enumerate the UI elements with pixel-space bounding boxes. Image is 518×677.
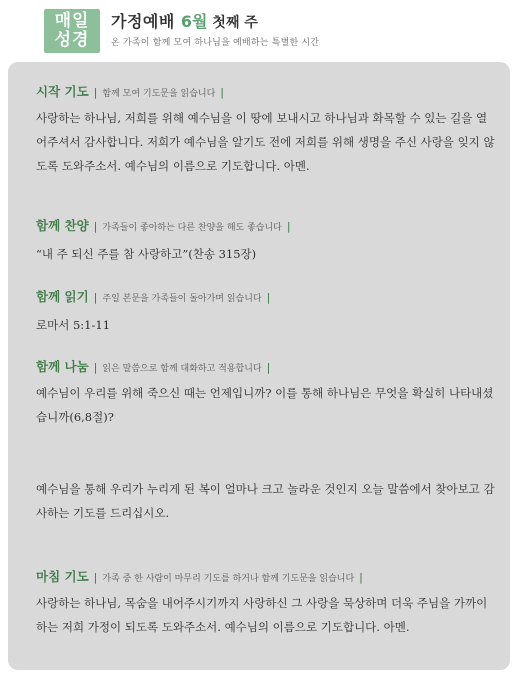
divider: | — [93, 291, 98, 304]
title-week: 첫째 주 — [212, 15, 258, 31]
section-header — [36, 567, 506, 585]
section-note: 함께 모여 기도문을 읽습니다 — [102, 89, 216, 99]
question-2: 예수님을 통해 우리가 누리게 된 복이 얼마나 크고 놀라운 것인지 오늘 말씀에서 찾아보고 감사하는 기도를 드리십시오. — [36, 482, 495, 520]
daily-bible-logo — [44, 9, 100, 53]
divider: | — [93, 86, 98, 99]
section-title: 함께 나눔 — [36, 359, 89, 374]
divider: | — [266, 291, 271, 304]
section-opening-prayer — [36, 82, 506, 178]
section-title: 마침 기도 — [36, 569, 89, 584]
question-1: 예수님이 우리를 위해 죽으신 때는 언제입니까? 이를 통해 하나님은 무엇을 확실히 나타내셨습니까(6,8절)? — [36, 386, 494, 424]
section-header — [36, 357, 506, 375]
divider: | — [220, 86, 225, 99]
section-title: 함께 찬양 — [36, 218, 89, 233]
section-header — [36, 216, 506, 234]
page-title: 가정예배 — [111, 12, 175, 31]
section-title: 함께 읽기 — [36, 289, 89, 304]
section-body: 사랑하는 하나님, 목숨을 내어주시기까지 사랑하신 그 사랑을 묵상하며 더욱 주님을 가까이하는 저희 가정이 되도록 도와주소서. 예수님의 이름으로 기도합니다. 아멘. — [36, 596, 488, 634]
divider: | — [93, 571, 98, 584]
logo-line-1: 매일 — [54, 11, 90, 31]
section-note: 주일 본문을 가족들이 돌아가며 읽습니다 — [102, 294, 262, 304]
section-note: 가족 중 한 사람이 마무리 기도를 하거나 함께 기도문을 읽습니다 — [102, 574, 355, 584]
title-month: 6월 — [180, 12, 208, 31]
section-header — [36, 287, 506, 305]
section-body: 로마서 5:1-11 — [36, 318, 111, 332]
section-sharing — [36, 357, 506, 525]
section-body: 사랑하는 하나님, 저희를 위해 예수님을 이 땅에 보내시고 하나님과 화목할 수 있는 길을 열어주셔서 감사합니다. 저희가 예수님을 알기도 전에 저희를 위해 생명을 주신 사랑을 잊지 않도록 도와주소서. 예수님의 이름으로 기도합니다. 아멘. — [36, 111, 495, 173]
section-body: “내 주 되신 주를 참 사랑하고”(찬송 315장) — [36, 247, 257, 261]
section-title: 시작 기도 — [36, 84, 89, 99]
page-title-row — [111, 9, 258, 31]
section-header — [36, 82, 506, 100]
section-closing-prayer — [36, 567, 506, 639]
divider: | — [93, 361, 98, 374]
divider: | — [93, 220, 98, 233]
page-header — [0, 0, 518, 58]
divider: | — [359, 571, 363, 584]
divider: | — [266, 361, 271, 374]
section-note: 읽은 말씀으로 함께 대화하고 적용합니다 — [102, 364, 262, 374]
section-note: 가족들이 좋아하는 다른 찬양을 해도 좋습니다 — [102, 223, 282, 233]
section-reading — [36, 287, 506, 337]
page-subtitle: 온 가족이 함께 모여 하나님을 예배하는 특별한 시간 — [111, 38, 320, 48]
logo-line-2: 성경 — [54, 30, 90, 50]
divider: | — [286, 220, 291, 233]
section-praise — [36, 216, 506, 266]
